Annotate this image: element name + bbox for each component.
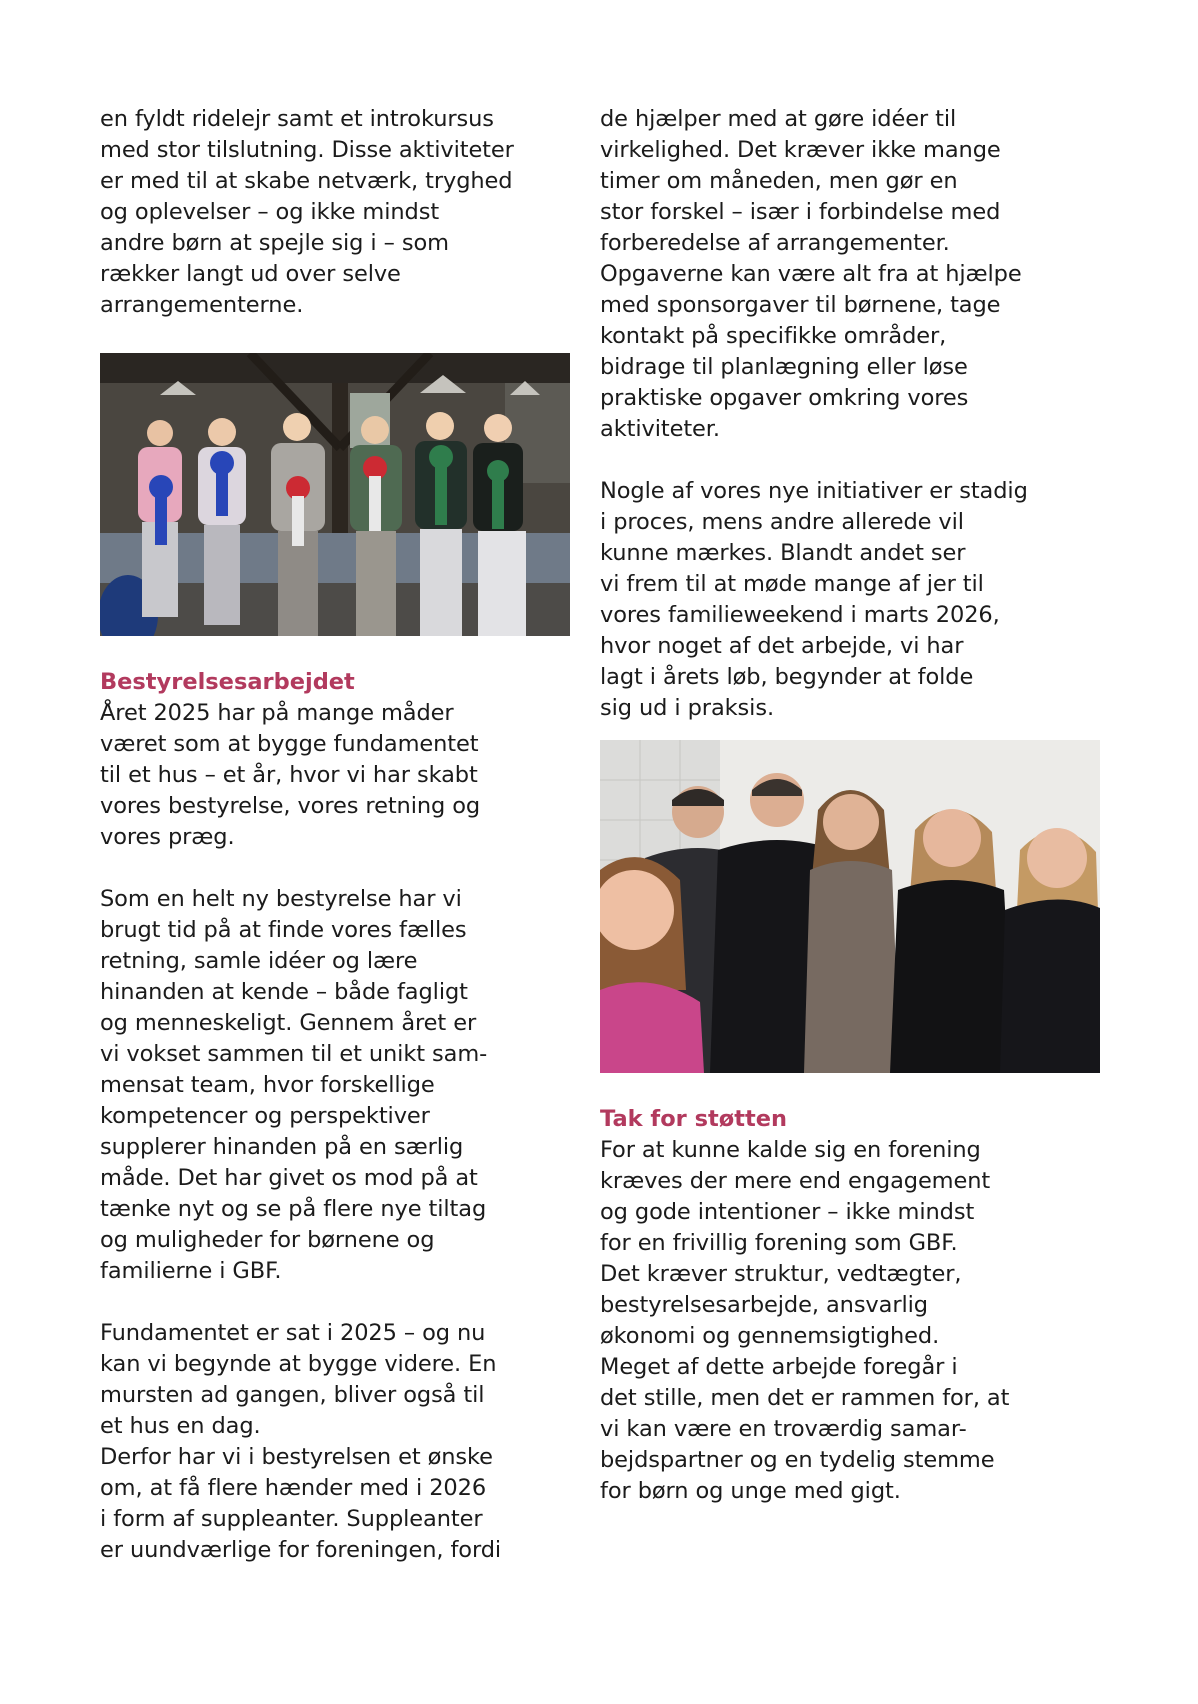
thanks-heading: Tak for støtten xyxy=(600,1106,787,1132)
board-paragraph-3: Fundamentet er sat i 2025 – og nu kan vi begynde at bygge videre. En mursten ad gangen, bliver også til et hus en dag. Derfor har vi i bestyrelsen et ønske om, at få flere hænder med i 2026 i form af suppleanter. Suppleanter er uundværlige for foreningen, fordi xyxy=(100,1320,502,1563)
riders-with-rosettes-photo xyxy=(100,353,570,636)
initiatives-paragraph: Nogle af vores nye initiativer er stadig i proces, mens andre allerede vil kunne mærkes. Blandt andet ser vi frem til at møde mange af jer til vores familieweekend i marts 2026, hvor noget af det arbejde, vi har lagt i årets løb, begynder at folde sig ud i praksis. xyxy=(600,478,1028,721)
right-column xyxy=(600,104,1100,1507)
left-column xyxy=(100,104,575,1566)
board-paragraph-1: Året 2025 har på mange måder været som at bygge fundamentet til et hus – et år, hvor vi har skabt vores bestyrelse, vores retning og vores præg. xyxy=(100,700,481,850)
board-members-group-photo xyxy=(600,740,1100,1073)
board-paragraph-2: Som en helt ny bestyrelse har vi brugt tid på at finde vores fælles retning, samle idéer og lære hinanden at kende – både fagligt og menneskeligt. Gennem året er vi vokset sammen til et unikt sam- mensat team, hvor forskellige kompetencer og perspektiver supplerer hinanden på en særlig måde. Det har givet os mod på at tænke nyt og se på flere nye tiltag og muligheder for børnene og familierne i GBF. xyxy=(100,886,488,1284)
volunteer-paragraph: de hjælper med at gøre idéer til virkelighed. Det kræver ikke mange timer om måneden, men gør en stor forskel – især i forbindelse med forberedelse af arrangementer. Opgaverne kan være alt fra at hjælpe med sponsorgaver til børnene, tage kontakt på specifikke områder, bidrage til planlægning eller løse praktiske opgaver omkring vores aktiviteter. xyxy=(600,106,1022,442)
thanks-paragraph: For at kunne kalde sig en forening kræves der mere end engagement og gode intentioner – ikke mindst for en frivillig forening som GBF. Det kræver struktur, vedtægter, bestyrelsesarbejde, ansvarlig økonomi og gennemsigtighed. Meget af dette arbejde foregår i det stille, men det er rammen for, at vi kan være en troværdig samar- bejdspartner og en tydelig stemme for børn og unge med gigt. xyxy=(600,1137,1010,1504)
intro-paragraph: en fyldt ridelejr samt et introkursus med stor tilslutning. Disse aktiviteter er med til at skabe netværk, tryghed og oplevelser – og ikke mindst andre børn at spejle sig i – som rækker langt ud over selve arrangementerne. xyxy=(100,106,514,318)
board-work-heading: Bestyrelsesarbejdet xyxy=(100,669,355,695)
